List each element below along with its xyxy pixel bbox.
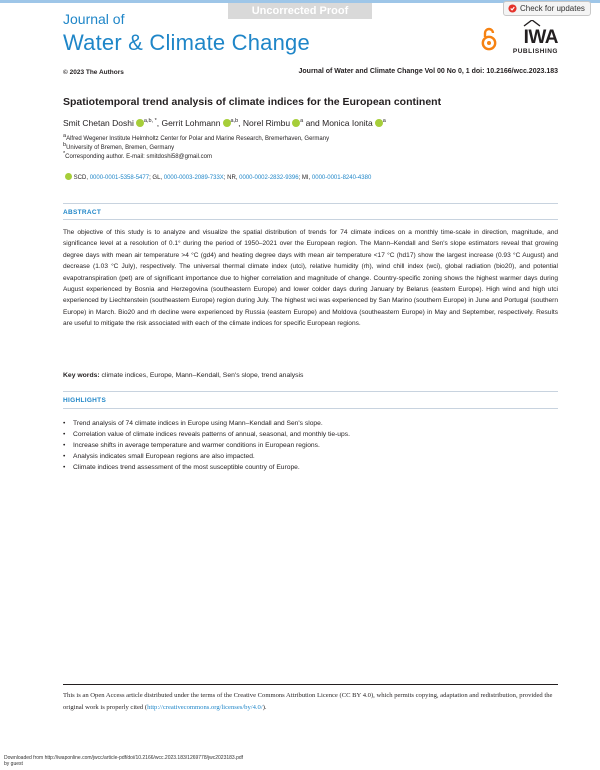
orcid-id-line — [63, 174, 371, 181]
divider — [63, 203, 558, 204]
open-access-icon — [480, 26, 498, 52]
author-name[interactable]: Norel Rimbu — [242, 118, 291, 128]
affiliation-sup: b — [63, 142, 67, 148]
orcid-icon — [65, 173, 72, 180]
article-title: Spatiotemporal trend analysis of climate indices for the European continent — [63, 96, 442, 108]
orcid-link[interactable]: 0000-0002-2832-9396 — [239, 175, 299, 182]
author-separator: , — [156, 118, 162, 128]
affiliation-line — [63, 133, 329, 142]
publisher-logo-subtext: PUBLISHING — [512, 48, 558, 55]
corresponding-author-text: Corresponding author. E-mail: smitdoshi58@gmail.com — [65, 154, 212, 160]
corresponding-author-line — [63, 151, 212, 160]
author-name[interactable]: Monica Ionita — [322, 118, 373, 128]
affiliation-sup: * — [63, 151, 66, 157]
orcid-author-label: ; GL, — [149, 175, 164, 182]
affiliation-sup: a — [63, 133, 67, 139]
author-affiliation-sup: a,b, * — [143, 118, 157, 125]
journal-title-line2: Water & Climate Change — [63, 30, 310, 55]
license-end: ). — [262, 704, 267, 711]
publisher-logo-text: IWA — [523, 27, 558, 48]
divider — [63, 219, 558, 220]
orcid-author-label: ; NR, — [223, 175, 240, 182]
citation-line: Journal of Water and Climate Change Vol 00 No 0, 1 doi: 10.2166/wcc.2023.183 — [298, 68, 558, 75]
highlights-heading: HIGHLIGHTS — [63, 397, 107, 404]
author-separator: , — [238, 118, 243, 128]
orcid-icon[interactable] — [292, 119, 300, 127]
orcid-icon[interactable] — [223, 119, 231, 127]
highlight-item: • Increase shifts in average temperature and warmer conditions in European regions. — [63, 440, 558, 451]
author-affiliation-sup: a — [382, 118, 386, 125]
highlight-item: • Trend analysis of 74 climate indices in Europe using Mann–Kendall and Sen's slope. — [63, 418, 558, 429]
download-line: by guest — [4, 761, 23, 767]
check-updates-label: Check for updates — [520, 4, 585, 13]
check-updates-icon — [508, 4, 517, 13]
copyright-notice: © 2023 The Authors — [63, 69, 124, 76]
download-line: Downloaded from http://iwaponline.com/jwcc/article-pdf/doi/10.2166/wcc.2023.183/1269778/jwc2023183.pdf — [4, 755, 244, 761]
license-notice — [63, 690, 558, 714]
author-name[interactable]: Gerrit Lohmann — [161, 118, 221, 128]
check-for-updates-button[interactable] — [503, 1, 591, 16]
orcid-icon[interactable] — [375, 119, 383, 127]
abstract-text: The objective of this study is to analyze and visualize the spatial distribution of trends for 74 climate indices on a monthly time-scale in direction, magnitude, and significance level at a resolution of 0.1° during the period of 1950–2021 over the European region. The Mann–Kendall and Sen's slope estimators reveal that growing degree days with mean air temperature >4 °C (gd4) and heating degree days with mean air temperature <17 °C (hd17) show the largest increase (0.93 °C August) and decrease (1.03 °C July), respectively. The universal thermal climate index (utci), relative humidity (rh), wind chill index (wci), global radiation (bio20), and potential evapotranspiration (pet) are of significant importance due to higher correlation and magnitude of change. Country-specific zoning shows the highest warmer days during August experienced by Bosnia and Herzegovina (southeastern Europe) and lower colder days during January by Belarus (eastern Europe). High wind and high utci experienced by Liechtenstein (southeastern Europe) region during July. The highest wci was experienced by San Marino (southern Europe) in June and Portugal (southern Europe) in March. Bio20 and rh decline were experienced by Russia (eastern Europe) and Moldova (southeastern Europe) in May and September, respectively. Results are useful to mitigate the risk associated with each of the climate indices for specific European regions. — [63, 229, 558, 328]
orcid-link[interactable]: 0000-0001-8240-4380 — [311, 175, 372, 182]
footer-divider — [63, 684, 558, 685]
affiliation-text: Alfred Wegener Institute Helmholtz Center for Polar and Marine Research, Bremerhaven, Germany — [66, 136, 330, 142]
journal-title-line1: Journal of — [63, 11, 125, 27]
keywords-line — [63, 372, 303, 379]
download-notice — [4, 755, 243, 767]
highlight-item: • Analysis indicates small European regions are also impacted. — [63, 451, 558, 462]
highlight-item: • Climate indices trend assessment of the most susceptible country of Europe. — [63, 462, 558, 473]
orcid-author-label: SCD, — [73, 175, 90, 182]
keywords-text: climate indices, Europe, Mann–Kendall, Sen's slope, trend analysis — [101, 372, 304, 379]
orcid-link[interactable]: 0000-0003-2089-733X — [163, 175, 224, 182]
divider — [63, 408, 558, 409]
uncorrected-proof-banner: Uncorrected Proof — [228, 3, 372, 19]
author-list — [63, 118, 386, 128]
keywords-label: Key words: — [63, 372, 100, 379]
highlight-item: • Correlation value of climate indices reveals patterns of annual, seasonal, and monthly tie-ups. — [63, 429, 558, 440]
orcid-author-label: ; MI, — [298, 175, 312, 182]
license-text: This is an Open Access article distributed under the terms of the Creative Commons Attribution Licence (CC BY 4.0), which permits copying, adaptation and redistribution, provided the original work is properly cited ( — [63, 692, 553, 711]
author-name[interactable]: Smit Chetan Doshi — [63, 118, 134, 128]
author-affiliation-sup: a — [300, 118, 304, 125]
affiliation-line — [63, 142, 174, 151]
divider — [63, 391, 558, 392]
abstract-heading: ABSTRACT — [63, 209, 102, 216]
orcid-link[interactable]: 0000-0001-5358-5477 — [89, 175, 150, 182]
author-affiliation-sup: a,b — [230, 118, 239, 125]
highlights-list — [63, 418, 558, 473]
orcid-icon[interactable] — [136, 119, 144, 127]
affiliation-text: University of Bremen, Bremen, Germany — [66, 145, 175, 151]
license-link[interactable]: http://creativecommons.org/licenses/by/4.0/ — [147, 704, 263, 711]
author-separator: and — [303, 118, 323, 128]
